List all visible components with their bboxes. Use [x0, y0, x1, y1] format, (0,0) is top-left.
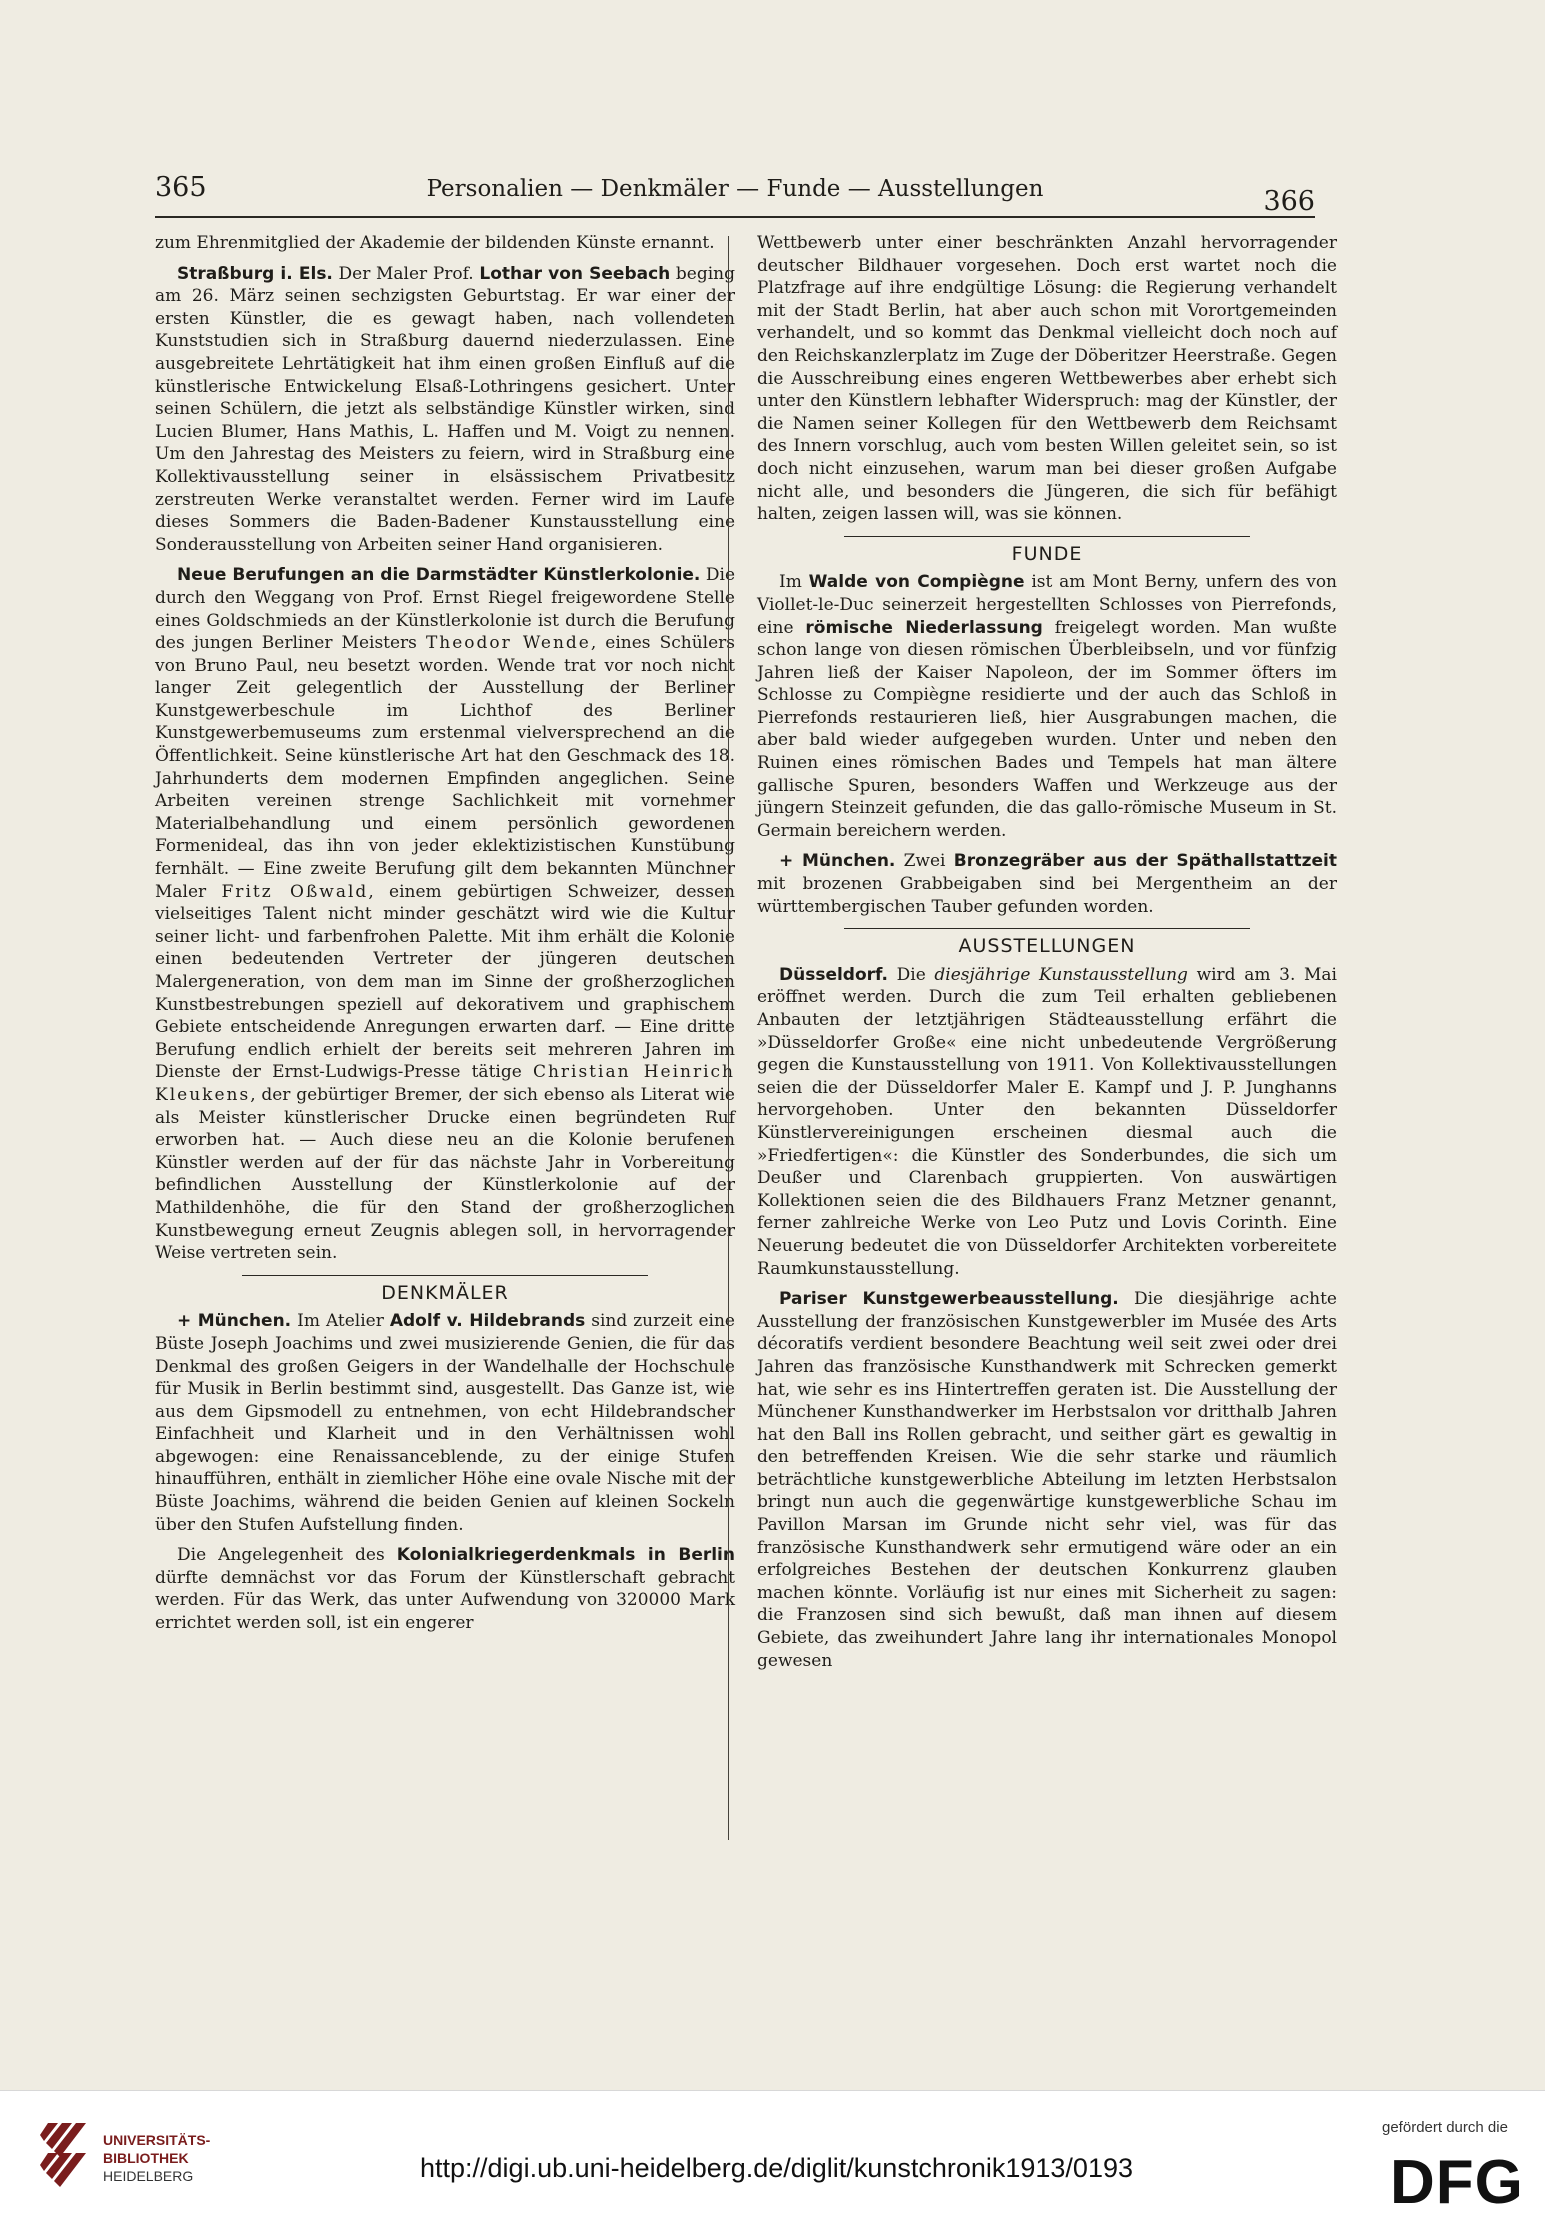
permalink-url[interactable]: http://digi.ub.uni-heidelberg.de/diglit/kunstchronik1913/0193	[420, 2153, 1133, 2183]
university-library-name: UNIVERSITÄTS- BIBLIOTHEK HEIDELBERG	[103, 2132, 211, 2184]
section-rule	[844, 536, 1250, 537]
dfg-logo: DFG	[1390, 2148, 1524, 2217]
right-column	[757, 232, 1337, 1672]
header-rule	[155, 216, 1315, 218]
page-number-right: 366	[1263, 186, 1315, 217]
paragraph-wettbewerb: Wettbewerb unter einer beschränkten Anzahl hervorragender deutscher Bildhauer vorgesehen. Doch erst wartet noch die Platzfrage auf ihre endgültige Lösung: die Regierung verhandelt mit der Stadt Berlin, hat aber auch schon mit Vorortgemeinden verhandelt, und so kommt das Denkmal vielleicht doch noch auf den Reichskanzlerplatz im Zuge der Döberitzer Heerstraße. Gegen die Ausschreibung eines engeren Wettbewerbes aber erhebt sich unter den Künstlern lebhafter Widerspruch: mag der Künstler, der die Namen seiner Kollegen für den Wettbewerb dem Reichsamt des Innern vorschlug, auch vom besten Willen geleitet sein, so ist doch nicht einzusehen, warum man bei dieser großen Aufgabe nicht alle, und besonders die Jüngeren, die sich für befähigt halten, zeigen lassen will, was sie können.	[757, 233, 1337, 525]
paragraph-ehrenmitglied: zum Ehrenmitglied der Akademie der bildenden Künste ernannt.	[155, 233, 715, 253]
column-divider	[728, 236, 729, 1840]
running-title: Personalien — Denkmäler — Funde — Ausstellungen	[426, 176, 1044, 202]
running-head	[155, 172, 1315, 222]
section-rule	[242, 1275, 648, 1276]
paragraph-duesseldorf: Düsseldorf. Die diesjährige Kunstausstellung wird am 3. Mai eröffnet werden. Durch die zum Teil erhalten gebliebenen Anbauten der letztjährigen Städteausstellung erfährt die »Düsseldorfer Große« eine nicht unbedeutende Vergrößerung gegen die Kunstausstellung von 1911. Von Kollektivausstellungen seien die der Düsseldorfer Maler E. Kampf und J. P. Junghanns hervorgehoben. Unter den bekannten Düsseldorfer Künstlervereinigungen erscheinen diesmal auch die »Friedfertigen«: die Künstler des Sonderbundes, die sich um Deußer und Clarenbach gruppierten. Von auswärtigen Kollektionen seien die des Bildhauers Franz Metzner genannt, ferner zahlreiche Werke von Leo Putz und Lovis Corinth. Eine Neuerung bedeutet die von Düsseldorfer Architekten vorbereitete Raumkunstausstellung.	[757, 964, 1337, 1279]
paragraph-muenchen-hildebrand: + München. Im Atelier Adolf v. Hildebrands sind zurzeit eine Büste Joseph Joachims und zwei musizierende Genien, die für das Denkmal des großen Geigers in der Wandelhalle der Hochschule für Musik in Berlin bestimmt sind, ausgestellt. Das Ganze ist, wie aus dem Gipsmodell zu entnehmen, von echt Hildebrandscher Einfachheit und Klarheit und in den Verhältnissen wohl abgewogen: eine Renaissanceblende, zu der einige Stufen hinaufführen, enthält in ziemlicher Höhe eine ovale Nische mit der Büste Joachims, während die beiden Genien auf kleinen Sockeln über den Stufen Aufstellung finden.	[155, 1311, 735, 1535]
paragraph-strassburg: Straßburg i. Els. Der Maler Prof. Lothar von Seebach beging am 26. März seinen sechzigsten Geburtstag. Er war einer der ersten Künstler, die es gewagt haben, nach vollendeten Kunststudien sich in Straßburg dauernd niederzulassen. Eine ausgebreitete Lehrtätigkeit hat ihm einen großen Einfluß auf die künstlerische Entwickelung Elsaß-Lothringens gesichert. Unter seinen Schülern, die jetzt als selbständige Künstler wirken, sind Lucien Blumer, Hans Mathis, L. Haffen und M. Voigt zu nennen. Um den Jahrestag des Meisters zu feiern, wird in Straßburg eine Kollektivausstellung seiner in elsässischem Privatbesitz zerstreuten Werke veranstaltet werden. Ferner wird im Laufe dieses Sommers die Baden-Badener Kunstausstellung eine Sonderausstellung von Arbeiten seiner Hand organisieren.	[155, 263, 736, 555]
university-library-logo-icon	[40, 2123, 96, 2187]
funding-note: gefördert durch die	[1382, 2119, 1508, 2136]
section-rule	[844, 928, 1250, 929]
page-number-left: 365	[155, 172, 207, 203]
left-column	[155, 232, 735, 1635]
paragraph-kolonialkriegerdenkmal: Die Angelegenheit des Kolonialkriegerdenkmals in Berlin dürfte demnächst vor das Forum der Künstlerschaft gebracht werden. Für das Werk, das unter Aufwendung von 320000 Mark errichtet werden soll, ist ein engerer	[155, 1545, 735, 1634]
section-heading-ausstellungen: AUSSTELLUNGEN	[958, 935, 1136, 958]
section-heading-denkmaeler: DENKMÄLER	[381, 1281, 509, 1304]
section-heading-funde: FUNDE	[1011, 542, 1083, 565]
viewer-footer	[0, 2090, 1545, 2229]
paragraph-pariser-kunstgewerbe: Pariser Kunstgewerbeausstellung. Die diesjährige achte Ausstellung der französischen Kunstgewerbler im Musée des Arts décoratifs verdient besondere Beachtung weil seit zwei oder drei Jahren das französische Kunsthandwerk mit Schrecken gemerkt hat, wie sehr es ins Hintertreffen geraten ist. Die Ausstellung der Münchener Kunsthandwerker im Herbstsalon vor dritthalb Jahren hat den Ball ins Rollen gebracht, und seither gärt es gewaltig in den betreffenden Kreisen. Wie die sehr starke und räumlich beträchtliche kunstgewerbliche Abteilung im letzten Herbstsalon bringt nun auch die gegenwärtige kunstgewerbliche Schau im Pavillon Marsan im Grunde nicht sehr viel, was für das französische Kunsthandwerk sehr ermutigend wäre oder an ein erfolgreiches Bestehen der deutschen Konkurrenz glauben machen könnte. Vorläufig ist nur eines mit Sicherheit zu sagen: die Franzosen sind sich bewußt, daß man ihnen auf diesem Gebiete, das zweihundert Jahre lang ihr internationales Monopol gewesen	[757, 1289, 1337, 1671]
paragraph-muenchen-bronzegraeber: + München. Zwei Bronzegräber aus der Späthallstattzeit mit brozenen Grabbeigaben sind bei Mergentheim an der württembergischen Tauber gefunden worden.	[757, 851, 1337, 917]
paragraph-compiegne: Im Walde von Compiègne ist am Mont Berny, unfern des von Viollet-le-Duc seinerzeit hergestellten Schlosses von Pierrefonds, eine römische Niederlassung freigelegt worden. Man wußte schon lange von diesen römischen Überbleibseln, und vor fünfzig Jahren ließ der Kaiser Napoleon, der im Sommer öfters im Schlosse zu Compiègne residierte und der auch das Schloß in Pierrefonds restaurieren ließ, hier Ausgrabungen machen, die aber bald wieder aufgegeben wurden. Unter und neben den Ruinen eines römischen Bades und Tempels hat man ältere gallische Spuren, besonders Waffen und Werkzeuge aus der jüngern Steinzeit gefunden, die das gallo-römische Museum in St. Germain bereichern werden.	[757, 572, 1338, 841]
paragraph-darmstadt: Neue Berufungen an die Darmstädter Künstlerkolonie. Die durch den Weggang von Prof. Ernst Riegel freigewordene Stelle eines Goldschmieds an der Künstlerkolonie ist durch die Berufung des jungen Berliner Meisters Theodor Wende, eines Schülers von Bruno Paul, neu besetzt worden. Wende trat vor noch nicht langer Zeit gelegentlich der Ausstellung der Berliner Kunstgewerbeschule im Lichthof des Berliner Kunstgewerbemuseums zum erstenmal vielversprechend an die Öffentlichkeit. Seine künstlerische Art hat den Geschmack des 18. Jahrhunderts dem modernen Empfinden angeglichen. Seine Arbeiten vereinen strenge Sachlichkeit mit vornehmer Materialbehandlung und einem persönlich gewordenen Formenideal, das ihn von jeder eklektizistischen Kunstübung fernhält. — Eine zweite Berufung gilt dem bekannten Münchner Maler Fritz Oßwald, einem gebürtigen Schweizer, dessen vielseitiges Talent nicht minder geschätzt wird wie die Kultur seiner licht- und farbenfrohen Palette. Mit ihm erhält die Kolonie einen bedeutenden Vertreter der jüngeren deutschen Malergeneration, von dem man im Sinne der großherzoglichen Kunstbestrebungen speziell auf dekorativem und graphischem Gebiete entscheidende Anregungen erwarten darf. — Eine dritte Berufung endlich erhielt der bereits seit mehreren Jahren im Dienste der Ernst-Ludwigs-Presse tätige Christian Heinrich Kleukens, der gebürtiger Bremer, der sich ebenso als Literat wie als Meister künstlerischer Drucke einen begründeten Ruf erworben hat. — Auch diese neu an die Kolonie berufenen Künstler werden auf der für das nächste Jahr in Vorbereitung befindlichen Ausstellung der Künstlerkolonie auf der Mathildenhöhe, die für den Stand der großherzoglichen Kunstbewegung erneut Zeugnis ablegen soll, in hervorragender Weise vertreten sein.	[155, 565, 736, 1264]
